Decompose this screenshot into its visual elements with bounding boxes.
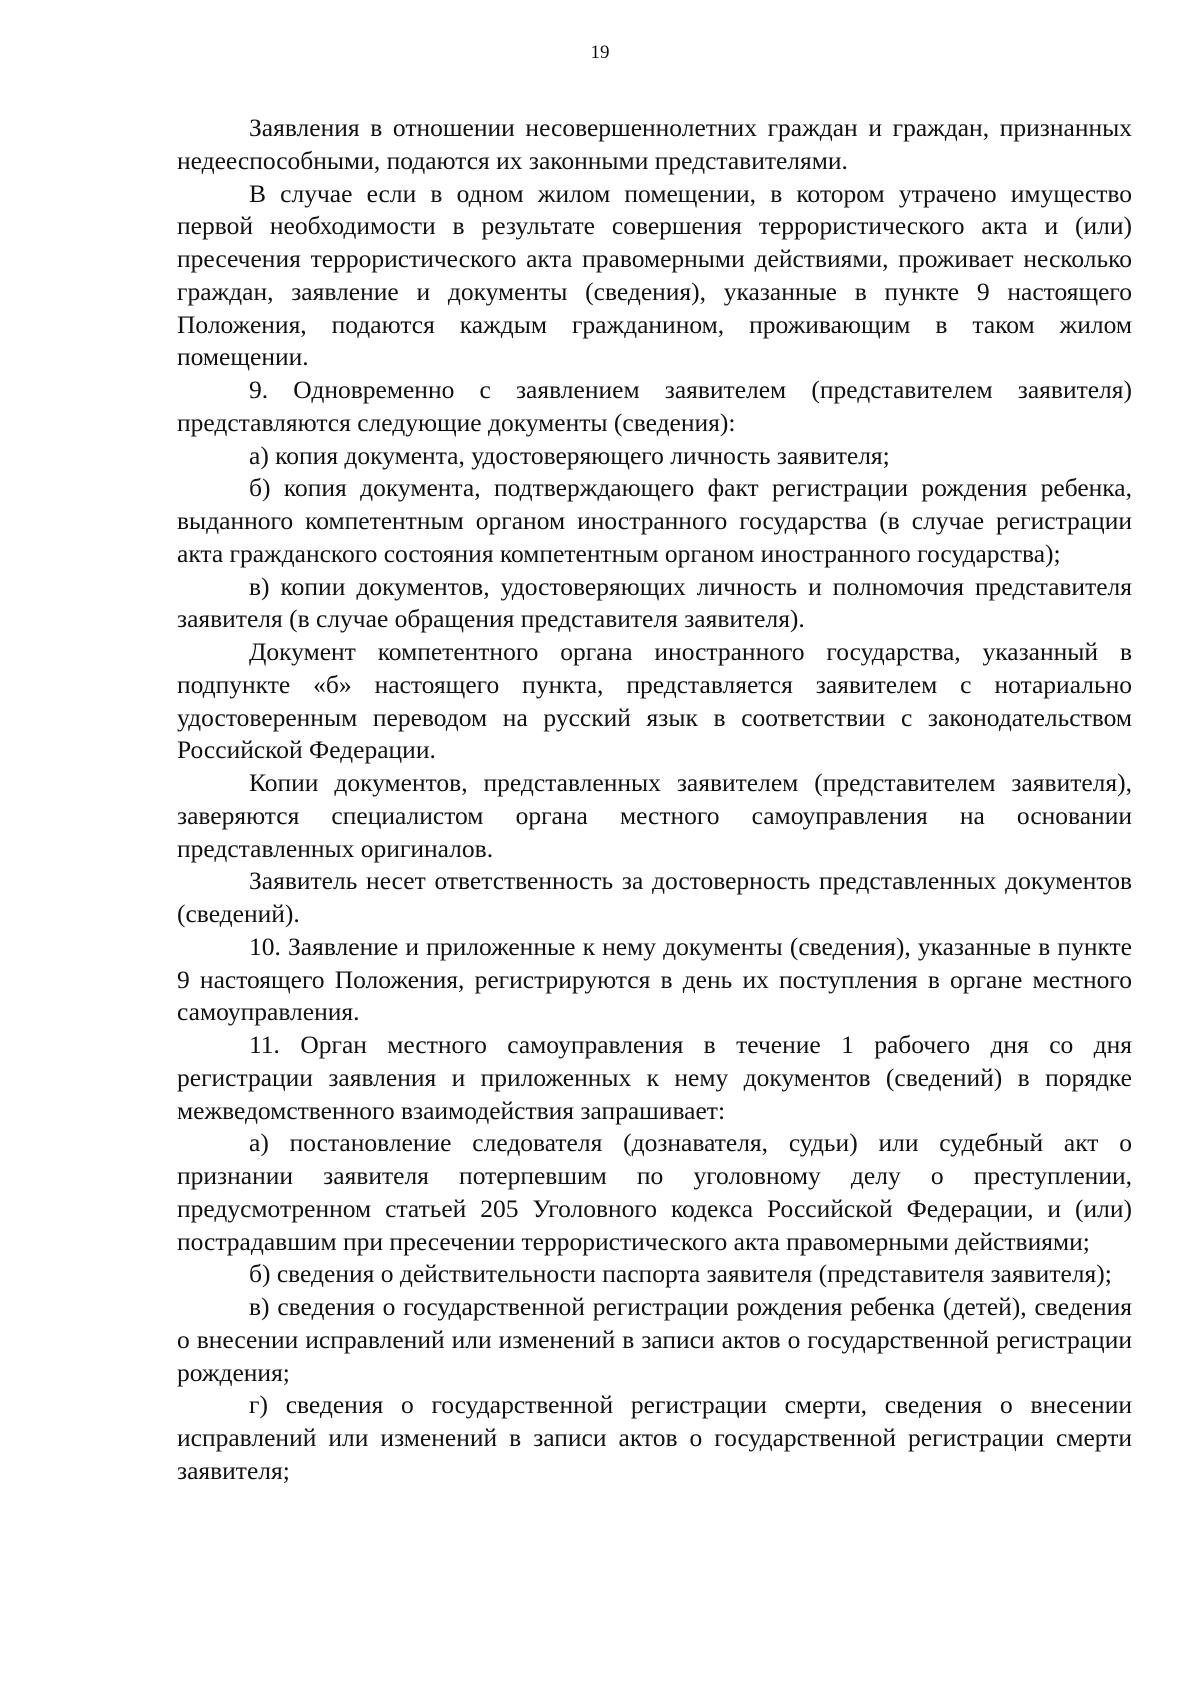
paragraph-2: В случае если в одном жилом помещении, в котором утрачено имущество первой необходимости в результате совершения террористического акта и (или) пресечения террористического акта правомерными действиями, проживает несколько граждан, заявление и документы (сведения), указанные в пункте 9 настоящего Положения, подаются каждым гражданином, проживающим в таком жилом помещении. [177,178,1132,372]
paragraph-7: Документ компетентного органа иностранного государства, указанный в подпункте «б» настоящего пункта, представляется заявителем с нотариально удостоверенным переводом на русский язык в соответствии с законодательством Российской Федерации. [177,637,1132,765]
paragraph-13: б) сведения о действительности паспорта заявителя (представителя заявителя); [249,1259,1112,1289]
paragraph-15: г) сведения о государственной регистрации смерти, сведения о внесении исправлений или изменений в записи актов о государственной регистрации смерти заявителя; [177,1390,1132,1485]
page-number: 19 [590,42,610,63]
paragraph-5: б) копия документа, подтверждающего факт регистрации рождения ребенка, выданного компетентным органом иностранного государства (в случае регистрации акта гражданского состояния компетентным органом иностранного государства); [177,473,1132,568]
paragraph-14: в) сведения о государственной регистрации рождения ребенка (детей), сведения о внесении исправлений или изменений в записи актов о государственной регистрации рождения; [177,1292,1132,1387]
paragraph-8: Копии документов, представленных заявителем (представителем заявителя), заверяются специалистом органа местного самоуправления на основании представленных оригиналов. [177,768,1132,863]
paragraph-6: в) копии документов, удостоверяющих личность и полномочия представителя заявителя (в случае обращения представителя заявителя). [177,571,1132,634]
paragraph-12: а) постановление следователя (дознавателя, судьи) или судебный акт о признании заявителя потерпевшим по уголовному делу о преступлении, предусмотренном статьей 205 Уголовного кодекса Российской Федерации, и (или) пострадавшим при пресечении террористического акта правомерными действиями; [177,1128,1132,1256]
paragraph-3: 9. Одновременно с заявлением заявителем (представителем заявителя) представляются следующие документы (сведения): [177,375,1132,437]
document-body [177,112,1132,1488]
paragraph-10: 10. Заявление и приложенные к нему документы (сведения), указанные в пункте 9 настоящего Положения, регистрируются в день их поступления в органе местного самоуправления. [177,931,1132,1027]
paragraph-11: 11. Орган местного самоуправления в течение 1 рабочего дня со дня регистрации заявления и приложенных к нему документов (сведений) в порядке межведомственного взаимодействия запрашивает: [177,1030,1132,1125]
paragraph-4: а) копия документа, удостоверяющего личность заявителя; [249,440,890,470]
paragraph-1: Заявления в отношении несовершеннолетних граждан и граждан, признанных недееспособными, подаются их законными представителями. [177,113,1132,175]
paragraph-9: Заявитель несет ответственность за достоверность представленных документов (сведений). [177,866,1132,928]
